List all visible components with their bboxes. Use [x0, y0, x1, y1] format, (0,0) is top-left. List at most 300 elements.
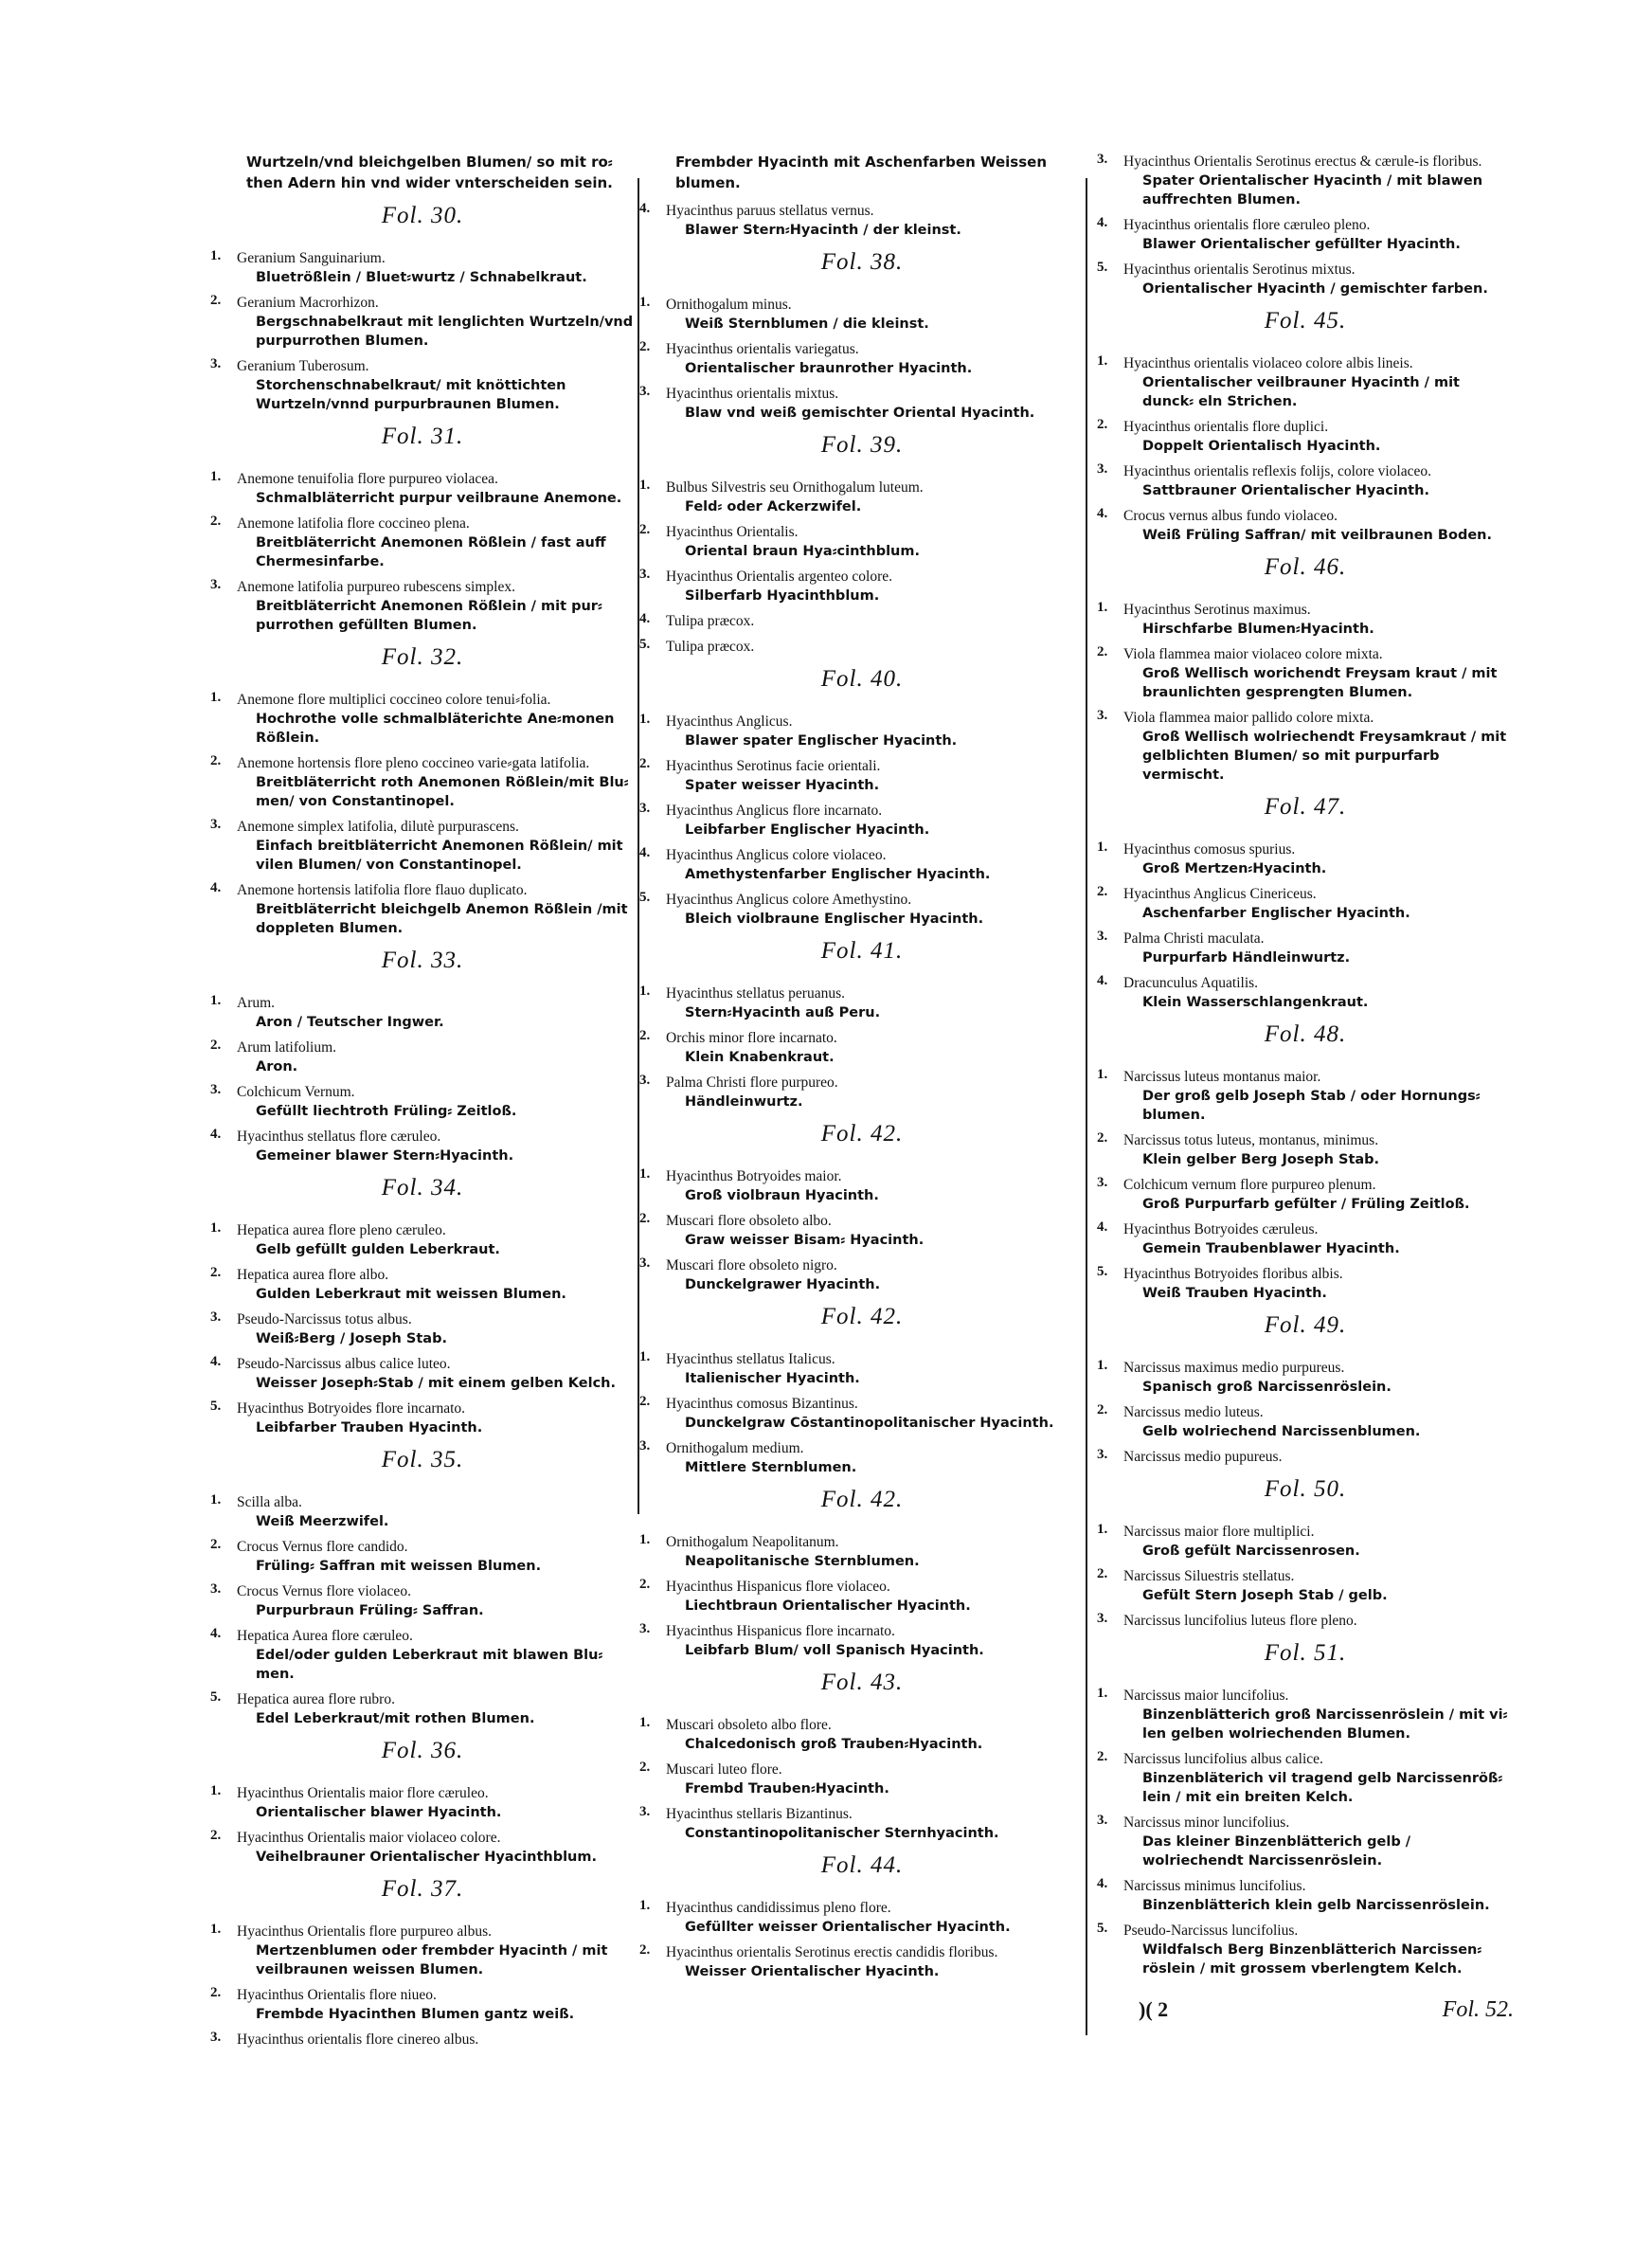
entry-number: 1.	[210, 993, 222, 1008]
entry-number: 3.	[639, 1804, 651, 1819]
index-entry	[210, 248, 635, 287]
index-entry	[639, 890, 1085, 929]
german-name: Silberfarb Hyacinthblum.	[685, 588, 880, 604]
german-name: Amethystenfarber Englischer Hyacinth.	[685, 867, 991, 882]
entry-number: 3.	[210, 356, 222, 371]
latin-name: Pseudo-Narcissus luncifolius.	[1123, 1923, 1299, 1939]
index-entry	[210, 1537, 635, 1576]
index-entry	[639, 1577, 1085, 1616]
index-entry	[639, 1621, 1085, 1660]
index-entry	[639, 1211, 1085, 1250]
german-name: Doppelt Orientalisch Hyacinth.	[1142, 439, 1381, 454]
latin-name: Hyacinthus orientalis flore cinereo albus.	[237, 2031, 479, 2048]
latin-name: Narcissus minimus luncifolius.	[1123, 1878, 1306, 1894]
folio-heading: Fol. 41.	[820, 938, 904, 964]
entry-number: 2.	[210, 1265, 222, 1280]
german-name: Gulden Leberkraut mit weissen Blumen.	[256, 1287, 566, 1302]
entry-number: 2.	[210, 293, 222, 308]
index-entry	[639, 295, 1085, 334]
folio-heading: Fol. 36.	[381, 1738, 464, 1763]
index-entry	[1097, 1264, 1514, 1303]
folio-heading: Fol. 50.	[1264, 1476, 1347, 1502]
folio-heading: Fol. 40.	[820, 666, 904, 692]
entry-number: 2.	[639, 1028, 651, 1043]
entry-number: 4.	[210, 880, 222, 895]
index-entry	[210, 1922, 635, 1979]
german-name: Klein Knabenkraut.	[685, 1050, 835, 1065]
entry-number: 3.	[210, 1309, 222, 1325]
latin-name: Hyacinthus stellatus peruanus.	[666, 985, 845, 1002]
index-entry	[210, 1127, 635, 1165]
entry-number: 2.	[1097, 1749, 1108, 1764]
entry-number: 1.	[639, 295, 651, 310]
entry-number: 1.	[639, 984, 651, 999]
latin-name: Narcissus luteus montanus maior.	[1123, 1069, 1321, 1085]
german-name: Klein Wasserschlangenkraut.	[1142, 995, 1369, 1010]
german-name: Gelb wolriechend Narcissenblumen.	[1142, 1424, 1421, 1439]
latin-name: Arum.	[237, 995, 276, 1011]
german-name: Blawer Stern⸗Hyacinth / der kleinst.	[685, 223, 961, 238]
entry-number: 5.	[210, 1689, 222, 1705]
latin-name: Tulipa præcox.	[666, 639, 755, 655]
german-name: Spater Orientalischer Hyacinth / mit blawen auffrechten Blumen.	[1142, 173, 1483, 208]
index-entry	[1097, 1402, 1514, 1441]
latin-name: Hyacinthus orientalis variegatus.	[666, 341, 859, 357]
index-entry	[210, 1038, 635, 1076]
german-name: Purpurbraun Früling⸗ Saffran.	[256, 1603, 484, 1618]
entry-number: 2.	[210, 1038, 222, 1053]
entry-number: 5.	[639, 637, 651, 652]
german-name: Schmalbläterricht purpur veilbraune Anemone.	[256, 491, 622, 506]
entry-number: 1.	[210, 469, 222, 484]
index-entry	[210, 1354, 635, 1393]
german-name: Weiß⸗Berg / Joseph Stab.	[256, 1331, 447, 1346]
german-name: Constantinopolitanischer Sternhyacinth.	[685, 1826, 999, 1841]
latin-name: Colchicum vernum flore purpureo plenum.	[1123, 1177, 1376, 1193]
index-entry	[210, 817, 635, 875]
folio-heading: Fol. 46.	[1264, 554, 1347, 580]
german-name: Oriental braun Hya⸗cinthblum.	[685, 544, 920, 559]
german-name: Breitbläterricht roth Anemonen Rößlein/mit Blu⸗men/ von Constantinopel.	[256, 775, 629, 809]
entry-number: 1.	[210, 1492, 222, 1508]
latin-name: Anemone hortensis flore pleno coccineo varie⸗gata latifolia.	[237, 755, 590, 771]
german-name: Blawer spater Englischer Hyacinth.	[685, 733, 958, 749]
latin-name: Geranium Macrorhizon.	[237, 295, 379, 311]
german-name: Gelb gefüllt gulden Leberkraut.	[256, 1242, 500, 1257]
entry-number: 1.	[1097, 1067, 1108, 1082]
german-name: Binzenblätterich klein gelb Narcissenröslein.	[1142, 1898, 1490, 1913]
latin-name: Hyacinthus orientalis mixtus.	[666, 386, 839, 402]
german-name: Gefüllter weisser Orientalischer Hyacinth.	[685, 1920, 1011, 1935]
german-name: Weisser Joseph⸗Stab / mit einem gelben Kelch.	[256, 1376, 617, 1391]
latin-name: Narcissus medio pupureus.	[1123, 1449, 1283, 1465]
entry-number: 2.	[1097, 884, 1108, 899]
signature-mark: )( 2	[1139, 1997, 1169, 2021]
index-entry	[1097, 1130, 1514, 1169]
index-entry	[210, 1492, 635, 1531]
index-entry	[210, 356, 635, 414]
german-name: Orientalischer Hyacinth / gemischter farben.	[1142, 281, 1488, 297]
folio-heading: Fol. 48.	[1264, 1021, 1347, 1047]
latin-name: Hyacinthus orientalis violaceo colore albis lineis.	[1123, 355, 1413, 371]
index-entry	[1097, 644, 1514, 702]
index-entry	[1097, 708, 1514, 785]
index-entry	[639, 1028, 1085, 1067]
entry-number: 2.	[1097, 1566, 1108, 1581]
column-middle	[639, 152, 1085, 1987]
entry-number: 3.	[1097, 461, 1108, 477]
german-name: Groß Wellisch worichendt Freysam kraut / mit braunlichten gesprengten Blumen.	[1142, 666, 1498, 700]
german-name: Mittlere Sternblumen.	[685, 1460, 857, 1475]
index-entry	[1097, 215, 1514, 254]
german-name: Breitbläterricht bleichgelb Anemon Rößlein /mit doppleten Blumen.	[256, 902, 628, 936]
german-name: Feld⸗ oder Ackerzwifel.	[685, 499, 862, 515]
german-name: Purpurfarb Händleinwurtz.	[1142, 950, 1351, 966]
latin-name: Hyacinthus Serotinus maximus.	[1123, 602, 1311, 618]
latin-name: Hyacinthus Anglicus colore Amethystino.	[666, 892, 912, 908]
index-entry	[639, 1349, 1085, 1388]
latin-name: Narcissus maior flore multiplici.	[1123, 1524, 1315, 1540]
index-entry	[210, 993, 635, 1032]
index-entry	[1097, 973, 1514, 1012]
german-name: Weiß Meerzwifel.	[256, 1514, 389, 1529]
index-entry	[639, 984, 1085, 1022]
folio-heading: Fol. 33.	[381, 948, 464, 973]
entry-number: 2.	[210, 1985, 222, 2000]
german-name: Groß gefült Narcissenrosen.	[1142, 1544, 1360, 1559]
entry-number: 2.	[210, 514, 222, 529]
index-entry	[639, 567, 1085, 605]
folio-heading: Fol. 44.	[820, 1852, 904, 1878]
german-name: Orientalischer braunrother Hyacinth.	[685, 361, 973, 376]
german-name: Groß Wellisch wolriechendt Freysamkraut / mit gelblichten Blumen/ so mit purpurfarb vermischt.	[1142, 730, 1507, 783]
german-name: Dunckelgrawer Hyacinth.	[685, 1277, 881, 1292]
german-name: Bleich violbraune Englischer Hyacinth.	[685, 912, 984, 927]
entry-number: 2.	[1097, 644, 1108, 659]
index-entry	[210, 293, 635, 351]
entry-number: 4.	[1097, 215, 1108, 230]
latin-name: Bulbus Silvestris seu Ornithogalum luteum.	[666, 479, 924, 496]
entry-number: 3.	[1097, 708, 1108, 723]
entry-number: 2.	[639, 522, 651, 537]
entry-number: 4.	[1097, 506, 1108, 521]
latin-name: Pseudo-Narcissus albus calice luteo.	[237, 1356, 451, 1372]
latin-name: Scilla alba.	[237, 1494, 302, 1510]
entry-number: 4.	[1097, 1219, 1108, 1235]
index-entry	[210, 880, 635, 938]
german-name: Der groß gelb Joseph Stab / oder Hornungs⸗ blumen.	[1142, 1089, 1481, 1123]
german-name: Orientalischer veilbrauner Hyacinth / mit dunck⸗ eln Strichen.	[1142, 375, 1460, 409]
german-name: Mertzenblumen oder frembder Hyacinth / mit veilbraunen weissen Blumen.	[256, 1943, 608, 1977]
latin-name: Hepatica Aurea flore cæruleo.	[237, 1628, 413, 1644]
folio-heading: Fol. 42.	[820, 1487, 904, 1512]
german-name: Binzenblätterich groß Narcissenröslein / mit vi⸗len gelben wolriechenden Blumen.	[1142, 1707, 1508, 1742]
entry-number: 3.	[1097, 1611, 1108, 1626]
folio-heading: Fol. 43.	[820, 1670, 904, 1695]
index-entry	[210, 1309, 635, 1348]
latin-name: Hyacinthus orientalis flore cæruleo pleno.	[1123, 217, 1371, 233]
entry-number: 2.	[210, 1537, 222, 1552]
latin-name: Crocus vernus albus fundo violaceo.	[1123, 508, 1338, 524]
folio-heading: Fol. 32.	[381, 644, 464, 670]
german-name: Bluetrößlein / Bluet⸗wurtz / Schnabelkraut.	[256, 270, 587, 285]
entry-number: 3.	[639, 1255, 651, 1271]
entry-number: 3.	[210, 577, 222, 592]
index-entry	[639, 1760, 1085, 1798]
german-name: Hochrothe volle schmalbläterichte Ane⸗monen Rößlein.	[256, 712, 615, 746]
folio-heading: Fol. 38.	[820, 249, 904, 275]
latin-name: Geranium Sanguinarium.	[237, 250, 386, 266]
entry-number: 2.	[1097, 1130, 1108, 1146]
latin-name: Hyacinthus comosus Bizantinus.	[666, 1396, 858, 1412]
latin-name: Crocus Vernus flore candido.	[237, 1539, 408, 1555]
entry-number: 2.	[1097, 1402, 1108, 1417]
latin-name: Narcissus Siluestris stellatus.	[1123, 1568, 1295, 1584]
index-entry	[639, 1715, 1085, 1754]
german-name: Weisser Orientalischer Hyacinth.	[685, 1964, 940, 1979]
folio-heading: Fol. 31.	[381, 424, 464, 449]
latin-name: Narcissus luncifolius albus calice.	[1123, 1751, 1323, 1767]
latin-name: Hyacinthus Botryoides floribus albis.	[1123, 1266, 1343, 1282]
index-entry	[1097, 1876, 1514, 1915]
index-entry	[639, 522, 1085, 561]
entry-number: 2.	[639, 756, 651, 771]
latin-name: Muscari luteo flore.	[666, 1761, 782, 1778]
entry-number: 4.	[1097, 1876, 1108, 1891]
latin-name: Dracunculus Aquatilis.	[1123, 975, 1259, 991]
german-name: Breitbläterricht Anemonen Rößlein / fast auff Chermesinfarbe.	[256, 535, 606, 569]
entry-number: 1.	[639, 1532, 651, 1547]
index-entry	[210, 1783, 635, 1822]
german-name: Einfach breitbläterricht Anemonen Rößlein/ mit vilen Blumen/ von Constantinopel.	[256, 839, 623, 873]
german-name: Weiß Trauben Hyacinth.	[1142, 1286, 1327, 1301]
latin-name: Anemone tenuifolia flore purpureo violacea.	[237, 471, 498, 487]
index-entry	[639, 478, 1085, 516]
index-entry	[639, 1166, 1085, 1205]
german-name: Sattbrauner Orientalischer Hyacinth.	[1142, 483, 1429, 498]
folio-heading: Fol. 47.	[1264, 794, 1347, 820]
index-entry	[1097, 929, 1514, 967]
latin-name: Hyacinthus candidissimus pleno flore.	[666, 1900, 891, 1916]
entry-number: 2.	[639, 1760, 651, 1775]
latin-name: Hyacinthus stellatus flore cæruleo.	[237, 1128, 441, 1145]
german-name: Das kleiner Binzenblätterich gelb / wolriechendt Narcissenröslein.	[1142, 1834, 1411, 1869]
index-entry	[210, 1581, 635, 1620]
german-name: Frembd Trauben⸗Hyacinth.	[685, 1781, 889, 1797]
index-entry	[1097, 353, 1514, 411]
entry-number: 3.	[639, 801, 651, 816]
latin-name: Hyacinthus stellaris Bizantinus.	[666, 1806, 853, 1822]
german-name: Italienischer Hyacinth.	[685, 1371, 860, 1386]
index-entry	[639, 637, 1085, 657]
entry-number: 3.	[639, 384, 651, 399]
latin-name: Hyacinthus Anglicus flore incarnato.	[666, 803, 883, 819]
index-entry	[639, 339, 1085, 378]
latin-name: Palma Christi maculata.	[1123, 930, 1265, 947]
german-name: Aron.	[256, 1059, 298, 1074]
german-name: Binzenbläterich vil tragend gelb Narcissenröß⸗lein / mit ein breiten Kelch.	[1142, 1771, 1503, 1805]
german-name: Groß Mertzen⸗Hyacinth.	[1142, 861, 1327, 876]
entry-number: 5.	[1097, 1921, 1108, 1936]
index-entry	[1097, 1175, 1514, 1214]
index-entry	[1097, 884, 1514, 923]
index-entry	[639, 712, 1085, 750]
german-name: Edel/oder gulden Leberkraut mit blawen Blu⸗men.	[256, 1648, 603, 1682]
index-entry	[639, 1898, 1085, 1937]
latin-name: Hyacinthus orientalis flore duplici.	[1123, 419, 1329, 435]
index-entry	[210, 469, 635, 508]
german-name: Bergschnabelkraut mit lenglichten Wurtzeln/vnd purpurrothen Blumen.	[256, 315, 634, 349]
latin-name: Hyacinthus Orientalis argenteo colore.	[666, 569, 893, 585]
page-footer	[1097, 1997, 1514, 2035]
latin-name: Anemone flore multiplici coccineo colore tenui⸗folia.	[237, 692, 551, 708]
german-name: Gemein Traubenblawer Hyacinth.	[1142, 1241, 1400, 1256]
latin-name: Tulipa præcox.	[666, 613, 755, 629]
entry-number: 2.	[639, 1577, 651, 1592]
entry-number: 5.	[1097, 1264, 1108, 1279]
latin-name: Viola flammea maior pallido colore mixta.	[1123, 710, 1374, 726]
latin-name: Narcissus maximus medio purpureus.	[1123, 1360, 1345, 1376]
entry-number: 3.	[639, 1621, 651, 1636]
german-name: Blaw vnd weiß gemischter Oriental Hyacinth.	[685, 406, 1035, 421]
entry-number: 3.	[639, 1073, 651, 1088]
entry-number: 2.	[210, 753, 222, 768]
latin-name: Narcissus totus luteus, montanus, minimus.	[1123, 1132, 1379, 1148]
latin-name: Anemone latifolia purpureo rubescens simplex.	[237, 579, 515, 595]
latin-name: Hyacinthus stellatus Italicus.	[666, 1351, 835, 1367]
index-entry	[210, 577, 635, 635]
entry-number: 3.	[210, 817, 222, 832]
latin-name: Hyacinthus orientalis Serotinus mixtus.	[1123, 262, 1356, 278]
german-name: Weiß Sternblumen / die kleinst.	[685, 316, 929, 332]
entry-number: 2.	[210, 1828, 222, 1843]
latin-name: Hyacinthus Anglicus colore violaceo.	[666, 847, 887, 863]
index-entry	[1097, 840, 1514, 878]
entry-number: 4.	[639, 201, 651, 216]
entry-number: 5.	[639, 890, 651, 905]
entry-number: 1.	[210, 690, 222, 705]
german-name: Leibfarber Trauben Hyacinth.	[256, 1420, 483, 1435]
german-name: Gefült Stern Joseph Stab / gelb.	[1142, 1588, 1388, 1603]
german-name: Veihelbrauner Orientalischer Hyacinthblum.	[256, 1850, 598, 1865]
german-name: Wildfalsch Berg Binzenblätterich Narcissen⸗ röslein / mit grossem vberlengtem Kelch.	[1142, 1942, 1482, 1977]
german-name: Groß Purpurfarb gefülter / Früling Zeitloß.	[1142, 1197, 1470, 1212]
latin-name: Hyacinthus Hispanicus flore incarnato.	[666, 1623, 895, 1639]
folio-heading: Fol. 30.	[381, 203, 464, 228]
latin-name: Arum latifolium.	[237, 1039, 337, 1056]
index-entry	[1097, 260, 1514, 298]
entry-number: 1.	[639, 478, 651, 493]
latin-name: Colchicum Vernum.	[237, 1084, 355, 1100]
entry-number: 2.	[639, 1211, 651, 1226]
entry-number: 3.	[639, 1438, 651, 1454]
index-entry	[1097, 1447, 1514, 1467]
latin-name: Pseudo-Narcissus totus albus.	[237, 1311, 412, 1327]
german-name: Hirschfarbe Blumen⸗Hyacinth.	[1142, 622, 1374, 637]
index-entry	[639, 1804, 1085, 1843]
entry-number: 1.	[1097, 600, 1108, 615]
entry-number: 1.	[1097, 1686, 1108, 1701]
catchword: Fol. 52.	[1442, 1997, 1514, 2022]
index-entry	[210, 1985, 635, 2024]
german-name: Edel Leberkraut/mit rothen Blumen.	[256, 1711, 535, 1726]
german-name: Chalcedonisch groß Trauben⸗Hyacinth.	[685, 1737, 983, 1752]
index-entry	[210, 690, 635, 748]
latin-name: Narcissus maior luncifolius.	[1123, 1688, 1289, 1704]
index-entry	[210, 1626, 635, 1684]
german-name: Blawer Orientalischer gefüllter Hyacinth.	[1142, 237, 1461, 252]
folio-heading: Fol. 42.	[820, 1304, 904, 1329]
german-name: Groß violbraun Hyacinth.	[685, 1188, 879, 1203]
entry-number: 3.	[210, 2030, 222, 2045]
index-entry	[1097, 600, 1514, 639]
folio-heading: Fol. 45.	[1264, 308, 1347, 334]
entry-number: 3.	[1097, 152, 1108, 167]
german-name: Orientalischer blawer Hyacinth.	[256, 1805, 502, 1820]
german-name: Aron / Teutscher Ingwer.	[256, 1015, 444, 1030]
latin-name: Palma Christi flore purpureo.	[666, 1074, 838, 1091]
entry-number: 5.	[1097, 260, 1108, 275]
entry-number: 1.	[210, 248, 222, 263]
folio-heading: Fol. 39.	[820, 432, 904, 458]
latin-name: Hepatica aurea flore pleno cæruleo.	[237, 1222, 446, 1238]
entry-number: 3.	[1097, 1447, 1108, 1462]
index-entry	[639, 756, 1085, 795]
german-name: Klein gelber Berg Joseph Stab.	[1142, 1152, 1380, 1167]
latin-name: Anemone simplex latifolia, dilutè purpurascens.	[237, 819, 519, 835]
entry-number: 3.	[210, 1082, 222, 1097]
entry-number: 4.	[1097, 973, 1108, 988]
latin-name: Hyacinthus paruus stellatus vernus.	[666, 203, 874, 219]
latin-name: Muscari flore obsoleto albo.	[666, 1213, 832, 1229]
entry-number: 1.	[210, 1922, 222, 1937]
index-entry	[1097, 461, 1514, 500]
latin-name: Muscari obsoleto albo flore.	[666, 1717, 832, 1733]
entry-number: 1.	[639, 712, 651, 727]
latin-name: Hyacinthus Botryoides flore incarnato.	[237, 1400, 466, 1417]
entry-number: 2.	[639, 339, 651, 354]
index-entry	[639, 1073, 1085, 1111]
german-name: Händleinwurtz.	[685, 1094, 803, 1110]
folio-heading: Fol. 34.	[381, 1175, 464, 1201]
index-entry	[210, 514, 635, 571]
latin-name: Hyacinthus Botryoides cæruleus.	[1123, 1221, 1319, 1237]
index-entry	[1097, 1566, 1514, 1605]
latin-name: Hyacinthus Orientalis flore niueo.	[237, 1987, 437, 2003]
latin-name: Hyacinthus Botryoides maior.	[666, 1168, 842, 1184]
latin-name: Hyacinthus comosus spurius.	[1123, 841, 1296, 858]
german-name: Graw weisser Bisam⸗ Hyacinth.	[685, 1233, 925, 1248]
latin-name: Hyacinthus Orientalis maior violaceo colore.	[237, 1830, 501, 1846]
german-name: Frembde Hyacinthen Blumen gantz weiß.	[256, 2007, 575, 2022]
latin-name: Hyacinthus Orientalis.	[666, 524, 799, 540]
latin-name: Hyacinthus orientalis Serotinus erectis candidis floribus.	[666, 1944, 998, 1960]
german-name: Gefüllt liechtroth Früling⸗ Zeitloß.	[256, 1104, 517, 1119]
index-entry	[639, 845, 1085, 884]
latin-name: Hyacinthus Serotinus facie orientali.	[666, 758, 881, 774]
index-entry	[210, 1399, 635, 1437]
index-entry	[1097, 1067, 1514, 1125]
column-divider	[1086, 178, 1087, 2035]
index-entry	[210, 1220, 635, 1259]
entry-number: 4.	[210, 1127, 222, 1142]
index-entry	[639, 1942, 1085, 1981]
index-entry	[639, 1394, 1085, 1433]
column-left	[210, 152, 635, 2055]
german-name: Gemeiner blawer Stern⸗Hyacinth.	[256, 1148, 514, 1164]
entry-number: 2.	[639, 1942, 651, 1958]
latin-name: Anemone hortensis latifolia flore flauo duplicato.	[237, 882, 528, 898]
